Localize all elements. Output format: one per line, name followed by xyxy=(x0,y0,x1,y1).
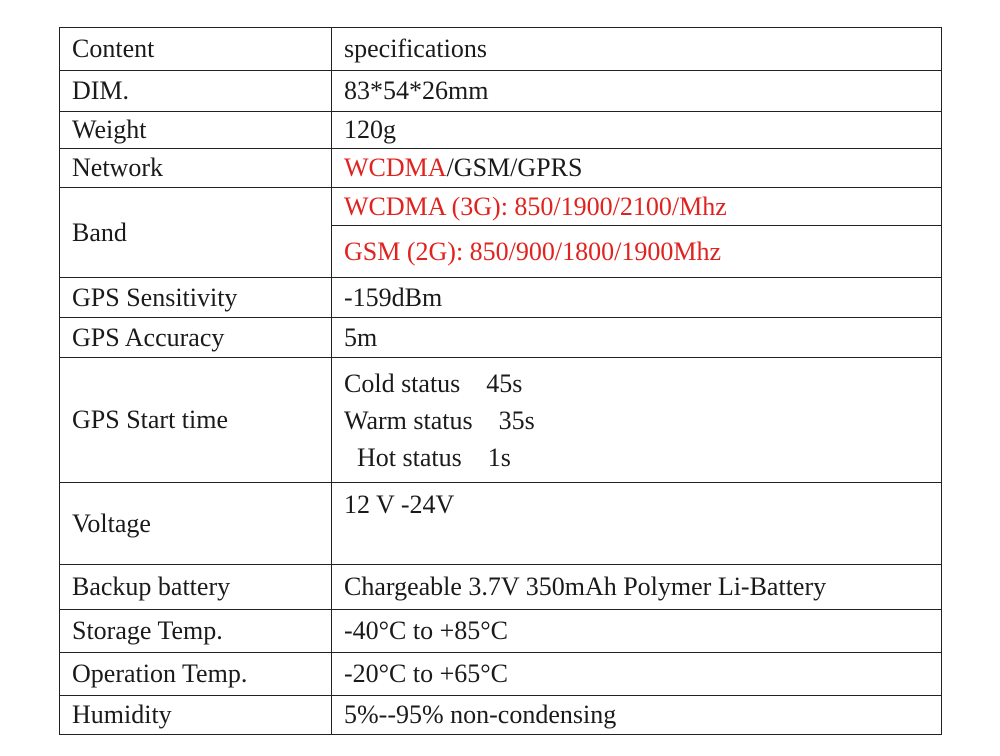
table-header-row xyxy=(60,28,942,71)
table-row-gps-sensitivity xyxy=(60,278,942,318)
table-row-network xyxy=(60,149,942,188)
band-gsm-value: GSM (2G): 850/900/1800/1900Mhz xyxy=(332,226,942,278)
table-row-gps-start-time xyxy=(60,358,942,483)
gps-cold-status: Cold status 45s xyxy=(344,368,523,398)
storage-temp-value: -40°C to +85°C xyxy=(332,610,942,653)
gps-warm-status: Warm status 35s xyxy=(344,405,535,435)
gps-hot-status: Hot status 1s xyxy=(344,442,511,472)
gps-accuracy-value: 5m xyxy=(332,318,942,358)
weight-label: Weight xyxy=(60,112,332,149)
voltage-label: Voltage xyxy=(60,483,332,565)
humidity-value: 5%--95% non-condensing xyxy=(332,696,942,735)
operation-temp-value: -20°C to +65°C xyxy=(332,653,942,696)
table-row-dim xyxy=(60,71,942,112)
gps-sensitivity-label: GPS Sensitivity xyxy=(60,278,332,318)
network-value-wcdma: WCDMA xyxy=(344,153,447,183)
table-row-backup-battery xyxy=(60,565,942,610)
specifications-table xyxy=(59,27,942,735)
humidity-label: Humidity xyxy=(60,696,332,735)
network-label: Network xyxy=(60,149,332,188)
header-specifications-label: specifications xyxy=(332,28,942,71)
gps-sensitivity-value: -159dBm xyxy=(332,278,942,318)
operation-temp-label: Operation Temp. xyxy=(60,653,332,696)
table-row-band-wcdma xyxy=(60,188,942,226)
network-value xyxy=(332,149,942,188)
gps-accuracy-label: GPS Accuracy xyxy=(60,318,332,358)
gps-start-time-value xyxy=(332,358,942,483)
band-label: Band xyxy=(60,188,332,278)
backup-battery-value: Chargeable 3.7V 350mAh Polymer Li-Battery xyxy=(332,565,942,610)
table-row-weight xyxy=(60,112,942,149)
dim-value: 83*54*26mm xyxy=(332,71,942,112)
weight-value: 120g xyxy=(332,112,942,149)
backup-battery-label: Backup battery xyxy=(60,565,332,610)
table-row-voltage xyxy=(60,483,942,565)
table-row-storage-temp xyxy=(60,610,942,653)
dim-label: DIM. xyxy=(60,71,332,112)
voltage-value: 12 V -24V xyxy=(332,483,942,565)
network-value-rest: /GSM/GPRS xyxy=(446,153,583,183)
header-content-label: Content xyxy=(60,28,332,71)
band-wcdma-value: WCDMA (3G): 850/1900/2100/Mhz xyxy=(332,188,942,226)
table-row-operation-temp xyxy=(60,653,942,696)
table-row-humidity xyxy=(60,696,942,735)
gps-start-time-label: GPS Start time xyxy=(60,358,332,483)
storage-temp-label: Storage Temp. xyxy=(60,610,332,653)
table-row-gps-accuracy xyxy=(60,318,942,358)
